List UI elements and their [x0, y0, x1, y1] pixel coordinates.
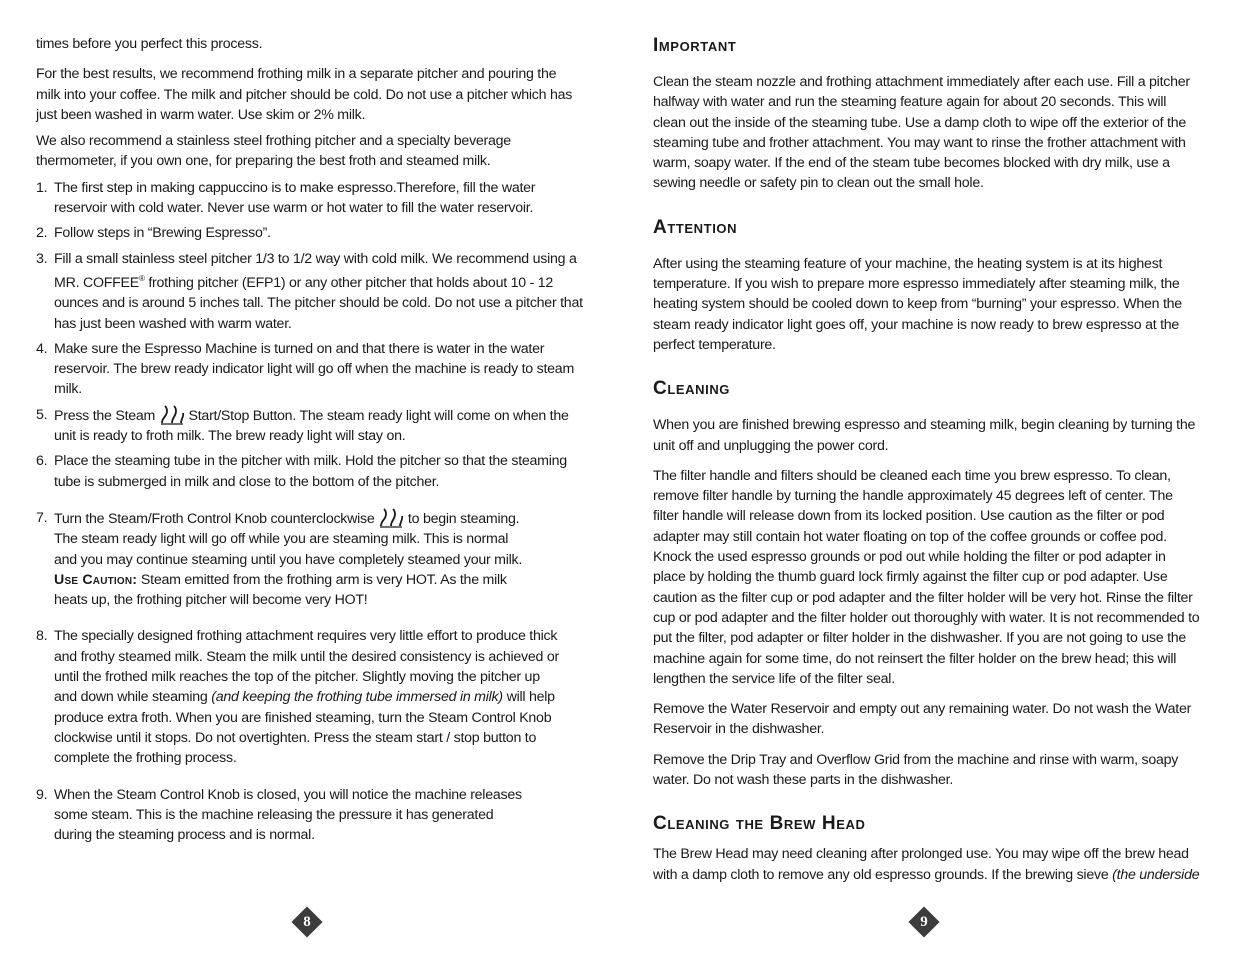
cleaning-paragraph-2: The filter handle and filters should be cleaned each time you brew espresso. To clean, remove filter handle by turning the handle approximately 45 degrees left of center. The filter handle will release down from its locked position. Use caution as the filter or pod adapter may still contain hot water floating on top of the coffee grounds or coffee pod. Knock the used espresso grounds or pod out while holding the filter or pod adapter in place by holding the thumb guard lock firmly against the filter cup or pod adapter. Use caution as the filter cup or pod adapter and the filter holder will be very hot. Rinse the filter cup or pod adapter and the filter holder out thoroughly with water. It is not recommended to put the filter, pod adapter or filter holder in the dishwasher. If you are not going to use the machine again for some time, do not reinsert the filter holder on the brew head; this will lengthen the service life of the filter seal.	[653, 467, 1200, 687]
brew-head-section	[653, 812, 1201, 885]
step-text: When the Steam Control Knob is closed, you will notice the machine releases some steam. This is the machine releasing the pressure it has generated during the steaming process and is normal.	[54, 786, 522, 844]
caution-text: Steam emitted from the frothing arm is very HOT. As the milk heats up, the frothing pitcher will become very HOT!	[54, 571, 507, 609]
page-number: 9	[920, 914, 928, 930]
step-italic-note: (and keeping the frothing tube immersed in milk)	[211, 689, 503, 706]
cleaning-heading: Cleaning	[653, 378, 731, 400]
step-number: 5.	[36, 406, 48, 423]
page-number: 8	[303, 914, 311, 930]
best-results-paragraph: For the best results, we recommend frothing milk in a separate pitcher and pouring the milk into your coffee. The milk and pitcher should be cold. Do not use a pitcher which has just been washed in warm water. Use skim or 2% milk.	[36, 66, 573, 123]
step-number: 7.	[36, 509, 48, 526]
important-section	[653, 34, 1201, 194]
brew-head-italic: (the underside	[1112, 866, 1200, 883]
step-4	[36, 339, 584, 400]
step-8	[36, 626, 584, 768]
left-page	[0, 0, 617, 954]
step-text-cont: to begin steaming. The steam ready light will go off while you are steaming milk. This is normal and you may continue steaming until you have completely steamed your milk.	[54, 510, 523, 568]
step-text: Fill a small stainless steel pitcher 1/3 to 1/2 way with cold milk. We recommend using a MR. COFFEE	[54, 250, 577, 291]
recommend-paragraph: We also recommend a stainless steel frothing pitcher and a specialty beverage thermometer, if you own one, for preparing the best froth and steamed milk.	[36, 133, 511, 170]
attention-section	[653, 216, 1201, 355]
cleaning-paragraph-1: When you are finished brewing espresso and steaming milk, begin cleaning by turning the unit off and unplugging the power cord.	[653, 417, 1196, 454]
cleaning-section	[653, 377, 1201, 790]
step-7	[36, 508, 584, 610]
brew-head-text	[653, 844, 1201, 885]
registered-mark: ®	[139, 273, 145, 283]
cleaning-paragraph-4: Remove the Drip Tray and Overflow Grid from the machine and rinse with warm, soapy water. Do not wash these parts in the dishwasher.	[653, 751, 1179, 789]
step-1	[36, 178, 584, 219]
caution-label: Use Caution:	[54, 571, 138, 588]
steam-icon	[378, 508, 404, 528]
step-number: 6.	[36, 453, 48, 470]
step-number: 1.	[36, 179, 48, 196]
step-text: Follow steps in “Brewing Espresso”.	[54, 225, 271, 242]
step-number: 4.	[36, 340, 48, 357]
step-3	[36, 249, 584, 334]
step-9	[36, 785, 584, 846]
brew-head-heading: Cleaning the Brew Head	[653, 813, 866, 835]
steam-icon	[159, 405, 185, 425]
cleaning-paragraph-3: Remove the Water Reservoir and empty out any remaining water. Do not wash the Water Reservoir in the dishwasher.	[653, 701, 1192, 738]
intro-fragment: times before you perfect this process.	[36, 36, 263, 52]
attention-text: After using the steaming feature of your machine, the heating system is at its highest temperature. If you wish to prepare more espresso immediately after steaming milk, the heating system should be cooled down to keep from “burning” your espresso. When the steam ready indicator light goes off, your machine is now ready to brew espresso at the perfect temperature.	[653, 255, 1182, 353]
step-5	[36, 405, 584, 447]
step-number: 2.	[36, 225, 48, 242]
important-heading: Important	[653, 35, 737, 56]
step-text: Press the Steam	[54, 407, 159, 424]
left-column	[36, 34, 584, 850]
step-text-cont: frothing pitcher (EFP1) or any other pitcher that holds about 10 - 12 ounces and is around 5 inches tall. The pitcher should be cold. Do not use a pitcher that has just been washed with warm water.	[54, 274, 583, 332]
attention-heading: Attention	[653, 216, 738, 238]
step-number: 8.	[36, 628, 48, 645]
right-page	[617, 0, 1235, 954]
step-number: 9.	[36, 786, 48, 803]
step-text: Turn the Steam/Froth Control Knob counterclockwise	[54, 510, 379, 527]
step-number: 3.	[36, 250, 48, 267]
step-text: Make sure the Espresso Machine is turned on and that there is water in the water reservoir. The brew ready indicator light will go off when the machine is ready to steam milk.	[54, 340, 575, 398]
cappuccino-steps-list	[36, 178, 584, 846]
step-text: Place the steaming tube in the pitcher with milk. Hold the pitcher so that the steaming tube is submerged in milk and close to the bottom of the pitcher.	[54, 453, 567, 490]
step-6	[36, 451, 584, 492]
important-text: Clean the steam nozzle and frothing attachment immediately after each use. Fill a pitcher halfway with water and run the steaming feature again for about 20 seconds. This will clean out the inside of the steaming tube. Use a damp cloth to wipe off the exterior of the steaming tube and frother attachment. You may want to rinse the frother attachment with warm, soapy water. If the end of the steam tube becomes blocked with dry milk, use a sewing needle or safety pin to clean out the small hole.	[653, 74, 1190, 192]
step-text: The first step in making cappuccino is to make espresso.Therefore, fill the water reservoir with cold water. Never use warm or hot water to fill the water reservoir.	[54, 179, 536, 217]
step-2	[36, 223, 584, 243]
step-text-cont: Start/Stop Button. The steam ready light will come on when the unit is ready to froth milk. The brew ready light will stay on.	[54, 407, 569, 445]
brew-head-text-main: The Brew Head may need cleaning after prolonged use. You may wipe off the brew head with a damp cloth to remove any old espresso grounds. If the brewing sieve	[653, 846, 1189, 883]
step-text: The specially designed frothing attachment requires very little effort to produce thick and frothy steamed milk. Steam the milk until the desired consistency is achieved or until the frothed milk reaches the top of the pitcher. Slightly moving the pitcher up and down while steaming	[54, 628, 559, 706]
step-text-cont: will help produce extra froth. When you are finished steaming, turn the Steam Control Knob clockwise until it stops. Do not overtighten. Press the steam start / stop button to complete the frothing process.	[54, 689, 555, 767]
right-column	[653, 34, 1201, 885]
